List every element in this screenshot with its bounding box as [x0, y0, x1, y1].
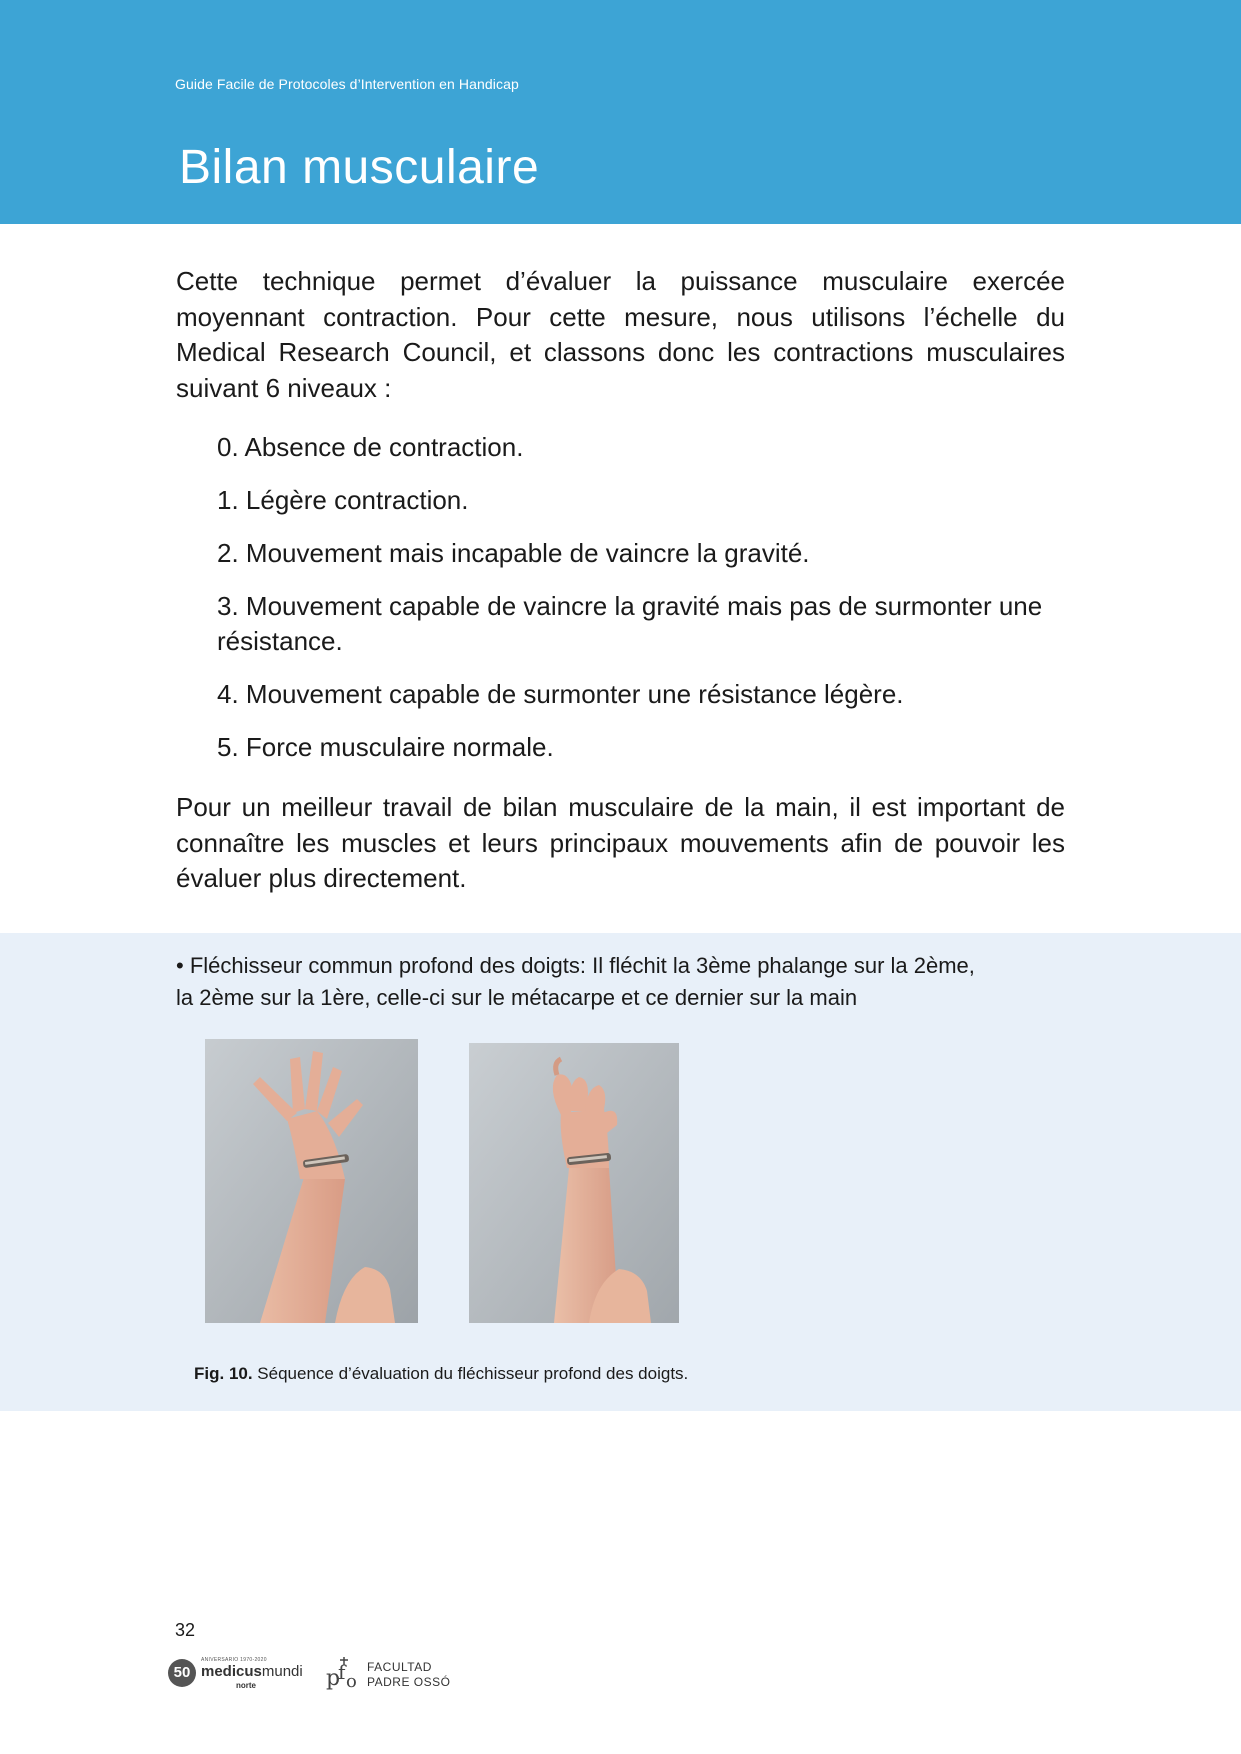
figure-caption — [194, 1364, 688, 1384]
page-header — [0, 0, 1241, 224]
faculty-emblem-icon — [324, 1655, 364, 1691]
list-item: 0. Absence de contraction. — [217, 432, 524, 462]
faculty-name — [367, 1660, 450, 1690]
mrc-levels-list — [217, 430, 1065, 783]
muscle-description-line2: la 2ème sur la 1ère, celle-ci sur le métacarpe et ce dernier sur la main — [176, 985, 858, 1010]
svg-text:o: o — [346, 1671, 357, 1691]
muscle-description — [176, 950, 1076, 1014]
photo-hand-flexed — [469, 1043, 679, 1323]
photo-hand-open — [205, 1039, 418, 1323]
svg-text:p: p — [326, 1666, 341, 1691]
figure-label: Fig. 10. — [194, 1364, 253, 1383]
list-item: 3. Mouvement capable de vaincre la gravité mais pas de surmonter une résistance. — [217, 591, 1043, 656]
list-item: 5. Force musculaire normale. — [217, 732, 554, 762]
running-head: Guide Facile de Protocoles d’Intervention en Handicap — [175, 76, 519, 92]
hand-open-illustration — [205, 1039, 418, 1323]
medicusmundi-logo — [168, 1655, 303, 1691]
logo-badge: 50 — [168, 1659, 196, 1687]
intro-paragraph: Cette technique permet d’évaluer la puissance musculaire exercée moyennant contraction. Pour cette mesure, nous utilisons l’échelle du Medical Research Council, et classons donc les contractions musculaires suivant 6 niveaux : — [176, 266, 1065, 403]
logo-anniversary: ANIVERSARIO 1970-2020 — [201, 1657, 267, 1663]
svg-text:f: f — [338, 1660, 346, 1684]
outro-paragraph: Pour un meilleur travail de bilan musculaire de la main, il est important de connaître les muscles et leurs principaux mouvements afin de pouvoir les évaluer plus directement. — [176, 792, 1065, 893]
logo-name-light: mundi — [261, 1663, 303, 1680]
page-title: Bilan musculaire — [179, 141, 540, 194]
list-item: 2. Mouvement mais incapable de vaincre la gravité. — [217, 538, 810, 568]
faculty-name-line2: PADRE OSSÓ — [367, 1675, 451, 1689]
logo-name — [201, 1663, 303, 1680]
logo-name-bold: medicus — [201, 1663, 262, 1680]
faculty-name-line1: FACULTAD — [367, 1660, 432, 1674]
list-item: 1. Légère contraction. — [217, 485, 469, 515]
hand-flexed-illustration — [469, 1043, 679, 1323]
page-number: 32 — [175, 1620, 196, 1640]
list-item: 4. Mouvement capable de surmonter une résistance légère. — [217, 679, 904, 709]
logo-sub: norte — [236, 1681, 256, 1690]
figure-caption-text: Séquence d’évaluation du fléchisseur profond des doigts. — [252, 1364, 689, 1383]
muscle-description-line1: • Fléchisseur commun profond des doigts: Il fléchit la 3ème phalange sur la 2ème, — [176, 953, 975, 978]
